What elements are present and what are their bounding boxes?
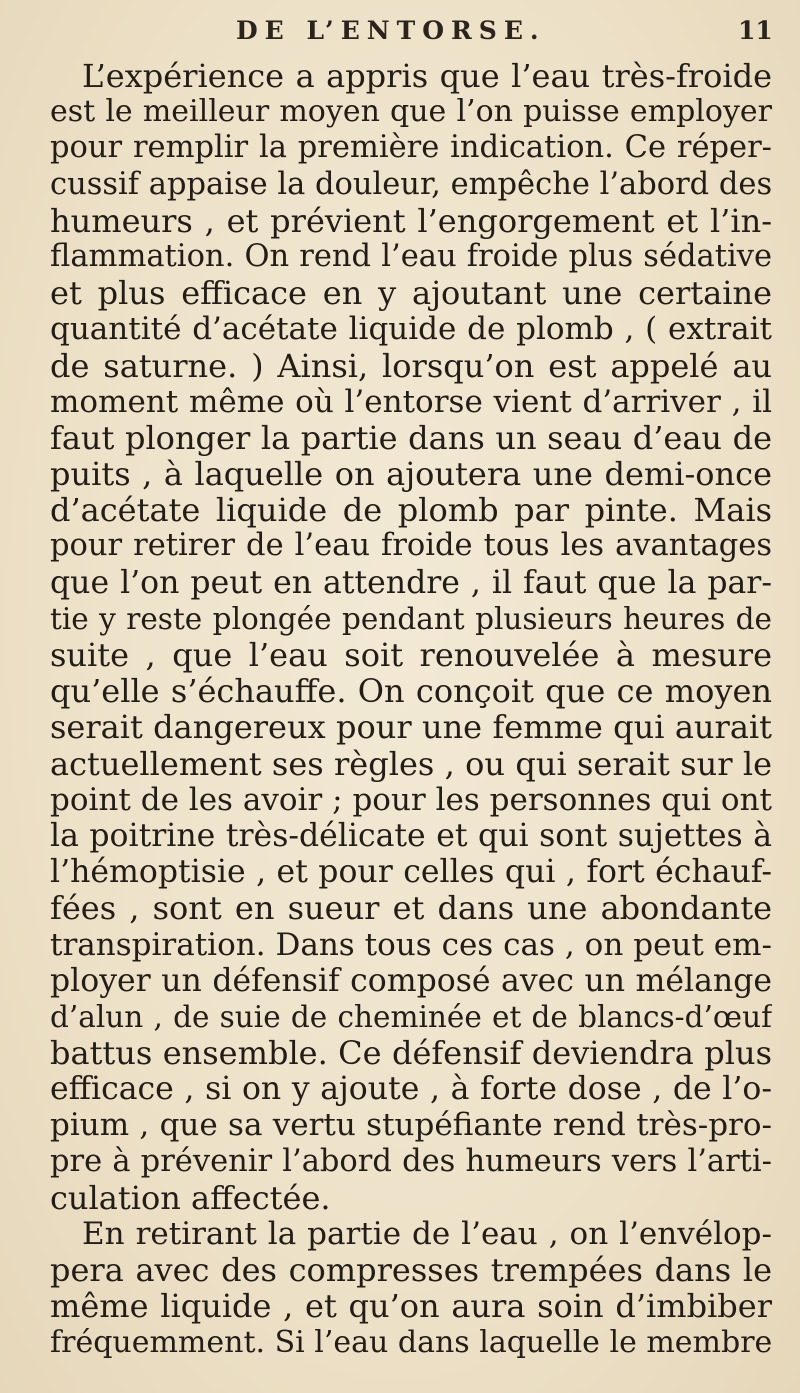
text-line: que l’on peut en attendre , il faut que la par- bbox=[50, 564, 772, 601]
text-line: pium , que sa vertu stupéfiante rend très-pro- bbox=[50, 1107, 772, 1144]
text-line: humeurs , et prévient l’engorgement et l’in- bbox=[50, 202, 772, 239]
text-line: et plus efficace en y ajoutant une certaine bbox=[50, 275, 772, 312]
text-line: efficace , si on y ajoute , à forte dose , de l’o- bbox=[50, 1071, 772, 1108]
text-line: d’alun , de suie de cheminée et de blancs-d’œuf bbox=[50, 999, 772, 1034]
text-line: point de les avoir ; pour les personnes qui ont bbox=[50, 781, 772, 818]
text-line: tie y reste plongée pendant plusieurs heures de bbox=[50, 601, 772, 636]
text-line: battus ensemble. Ce défensif deviendra plus bbox=[50, 1035, 772, 1072]
text-line: d’acétate liquide de plomb par pinte. Mais bbox=[50, 492, 772, 529]
text-line: culation affectée. bbox=[50, 1179, 331, 1216]
text-line: est le meilleur moyen que l’on puisse employer bbox=[50, 94, 772, 130]
text-line: la poitrine très-délicate et qui sont sujettes à bbox=[50, 817, 772, 854]
text-line: l’hémoptisie , et pour celles qui , fort échauf- bbox=[50, 854, 772, 891]
body-text bbox=[50, 58, 772, 1361]
text-line: fées , sont en sueur et dans une abondante bbox=[50, 890, 772, 927]
text-line: faut plonger la partie dans un seau d’eau de bbox=[50, 419, 772, 457]
page-header bbox=[0, 10, 800, 50]
text-line: flammation. On rend l’eau froide plus sédative bbox=[50, 238, 772, 274]
page-number: 11 bbox=[738, 16, 773, 45]
text-line: ployer un défensif composé avec un mélange bbox=[50, 962, 772, 999]
text-line: de saturne. ) Ainsi, lorsqu’on est appelé au bbox=[50, 347, 772, 384]
text-line: suite , que l’eau soit renouvelée à mesure bbox=[50, 637, 772, 674]
text-line: En retirant la partie de l’eau , on l’envélop- bbox=[82, 1216, 772, 1252]
text-line: L’expérience a appris que l’eau très-froide bbox=[82, 58, 772, 95]
text-line: qu’elle s’échauffe. On conçoit que ce moyen bbox=[50, 673, 772, 710]
text-line: même liquide , et qu’on aura soin d’imbiber bbox=[50, 1288, 772, 1325]
text-line: fréquemment. Si l’eau dans laquelle le membre bbox=[50, 1324, 772, 1360]
text-line: moment même où l’entorse vient d’arriver , il bbox=[50, 383, 772, 420]
text-line: actuellement ses règles , ou qui serait sur le bbox=[50, 745, 772, 782]
text-line: puits , à laquelle on ajoutera une demi-once bbox=[50, 456, 772, 493]
text-line: serait dangereux pour une femme qui aurait bbox=[50, 709, 772, 746]
text-line: transpiration. Dans tous ces cas , on peut em- bbox=[50, 926, 772, 963]
text-line: pour remplir la première indication. Ce réper- bbox=[50, 130, 772, 166]
text-line: quantité d’acétate liquide de plomb , ( extrait bbox=[50, 311, 772, 348]
text-line: cussif appaise la douleur, empêche l’abord des bbox=[50, 166, 772, 202]
running-title: DE L’ENTORSE. bbox=[236, 16, 546, 45]
text-line: pour retirer de l’eau froide tous les avantages bbox=[50, 528, 772, 564]
text-line: pre à prévenir l’abord des humeurs vers l’arti- bbox=[50, 1143, 772, 1179]
text-line: pera avec des compresses trempées dans le bbox=[50, 1252, 772, 1289]
